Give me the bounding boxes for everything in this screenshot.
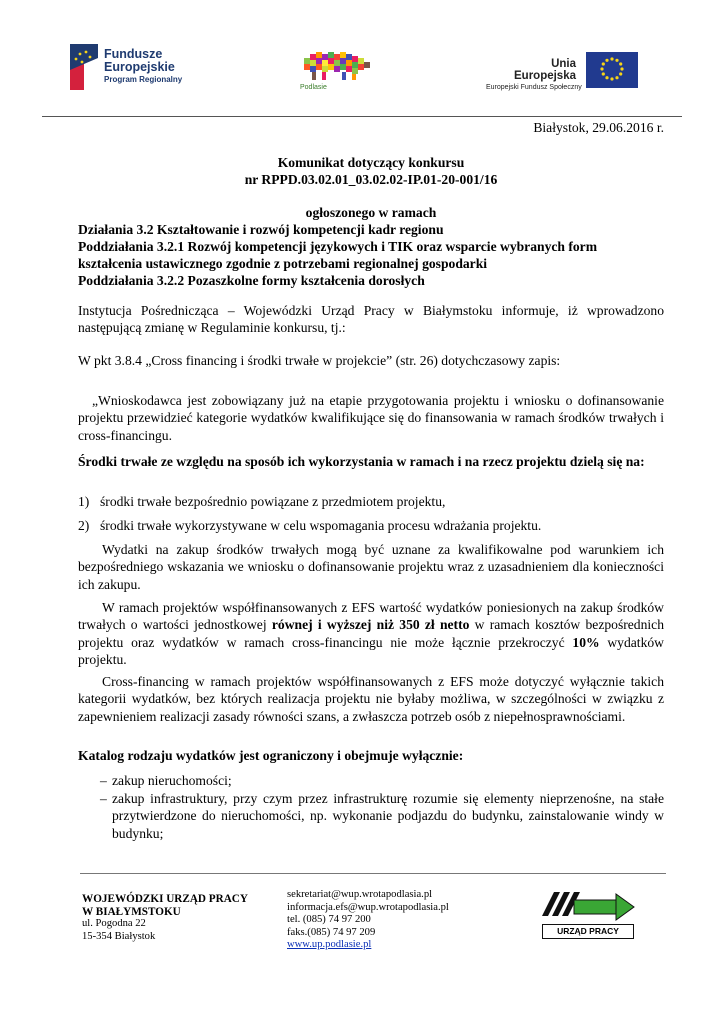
dash-item: [100, 790, 664, 842]
action-line-3: Poddziałania 3.2.2 Pozaszkolne formy kształcenia dorosłych: [78, 273, 425, 288]
catalog-heading: Katalog rodzaju wydatków jest ograniczony i obejmuje wyłącznie:: [78, 748, 464, 763]
fundusze-europejskie-logo: [70, 44, 200, 94]
paragraph-2-part2: w ramach kosztów bezpośrednich projektu oraz wydatków w ramach cross-financingu nie może łącznie przekroczyć: [78, 617, 664, 650]
paragraph-2: [78, 599, 664, 669]
fe-line2: Europejskie: [104, 60, 175, 74]
point-reference: W pkt 3.8.4 „Cross financing i środki trwałe w projekcie” (str. 26) dotychczasowy zapis:: [78, 353, 561, 368]
footer-contact: [287, 889, 487, 952]
footer-email-1: sekretariat@wup.wrotapodlasia.pl: [287, 889, 433, 900]
urzad-pracy-arrow-icon: [540, 886, 636, 928]
dash-item: [100, 772, 664, 789]
urzad-pracy-logo: [540, 886, 636, 942]
footer-city: 15-354 Białystok: [82, 930, 156, 942]
urzad-pracy-label: URZĄD PRACY: [542, 924, 634, 939]
title-line-2: nr RPPD.03.02.01_03.02.02-IP.01-20-001/16: [244, 172, 498, 187]
paragraph-3: Cross-financing w ramach projektów współfinansowanych z EFS może dotyczyć wyłącznie takich kategorii wydatków, bez których realizacja projektu nie byłaby możliwa, w szczególności w związku z zapewnieniem realizacji zasady równości szans, a zwłaszcza potrzeb osób z niepełnosprawnościami.: [78, 674, 664, 724]
document-date: Białystok, 29.06.2016 r.: [533, 120, 664, 135]
header-rule: [42, 116, 682, 117]
fe-line3: Program Regionalny: [104, 75, 183, 84]
unia-europejska-logo: [486, 52, 646, 92]
action-line-2b: kształcenia ustawicznego zgodnie z potrzebami regionalnej gospodarki: [78, 256, 488, 271]
list-text: środki trwałe bezpośrednio powiązane z przedmiotem projektu,: [100, 494, 446, 509]
dash-text: zakup nieruchomości;: [112, 773, 232, 788]
fe-flag-icon: [70, 44, 98, 90]
footer-street: ul. Pogodna 22: [82, 918, 146, 930]
quote-paragraph: „Wnioskodawca jest zobowiązany już na etapie przygotowania projektu i wniosku o dofinansowanie projektu przewidzieć kategorie wydatków kwalifikujące się do finansowania w ramach środków trwałych i cross-financingu.: [78, 393, 664, 443]
podlaskie-logo: [300, 50, 380, 96]
footer-address: [82, 893, 282, 943]
paragraph-2-part1: W ramach projektów współfinansowanych z EFS wartość wydatków poniesionych na zakup środków trwałych o wartości jednostkowej: [78, 600, 664, 633]
footer-rule: [80, 873, 666, 874]
footer-tel: tel. (085) 74 97 200: [287, 914, 371, 926]
action-line-2a: Poddziałania 3.2.1 Rozwój kompetencji językowych i TIK oraz wsparcie wybranych form: [78, 239, 598, 254]
action-line-1: Działania 3.2 Kształtowanie i rozwój kompetencji kadr regionu: [78, 222, 444, 237]
ue-line1: Unia Europejska: [514, 58, 576, 82]
list-text: środki trwałe wykorzystywane w celu wspomagania procesu wdrażania projektu.: [100, 518, 542, 533]
dash-text: zakup infrastruktury, przy czym przez infrastrukturę rozumie się elementy nieprzenośne, na stałe przytwierdzone do nieruchomości, np. wykonanie podjazdu do budynku, zainstalowanie windy w budynku;: [112, 791, 664, 841]
dash-marker: –: [100, 791, 107, 806]
title-line-1: Komunikat dotyczący konkursu: [277, 155, 465, 170]
list-number: 2): [78, 518, 90, 533]
footer-www-link[interactable]: www.up.podlasie.pl: [287, 939, 372, 951]
bison-pixel-icon: [300, 50, 376, 86]
list-item: [78, 517, 664, 534]
footer-fax: faks.(085) 74 97 209: [287, 926, 376, 938]
footer-org-line2: W BIAŁYMSTOKU: [82, 905, 181, 918]
bold-heading: Środki trwałe ze względu na sposób ich wykorzystania w ramach i na rzecz projektu dzielą się na:: [78, 454, 645, 469]
paragraph-2-bold1: równej i wyższej niż 350 zł netto: [271, 617, 470, 633]
fe-line1: Fundusze: [104, 47, 163, 61]
intro-paragraph: Instytucja Pośrednicząca – Wojewódzki Urząd Pracy w Białymstoku informuje, iż wprowadzono następującą zmianę w Regulaminie konkursu, tj.:: [78, 303, 664, 336]
paragraph-2-bold2: 10%: [572, 634, 600, 650]
paragraph-1: Wydatki na zakup środków trwałych mogą być uznane za kwalifikowalne pod warunkiem ich bezpośredniego wskazania we wniosku o dofinansowanie projektu wraz z uzasadnieniem dla konieczności ich zakupu.: [78, 542, 664, 592]
podlaskie-label: Podlasie: [300, 84, 327, 91]
list-number: 1): [78, 494, 90, 509]
paragraph-2-part3: wydatków projektu.: [78, 634, 664, 668]
eu-flag-icon: [586, 52, 638, 88]
footer-org-line1: WOJEWÓDZKI URZĄD PRACY: [82, 893, 248, 905]
ue-line2: Europejski Fundusz Społeczny: [486, 84, 582, 91]
footer-email-2: informacja.efs@wup.wrotapodlasia.pl: [287, 901, 449, 913]
subtitle: ogłoszonego w ramach: [305, 205, 437, 220]
dash-marker: –: [100, 773, 107, 788]
list-item: [78, 493, 664, 510]
